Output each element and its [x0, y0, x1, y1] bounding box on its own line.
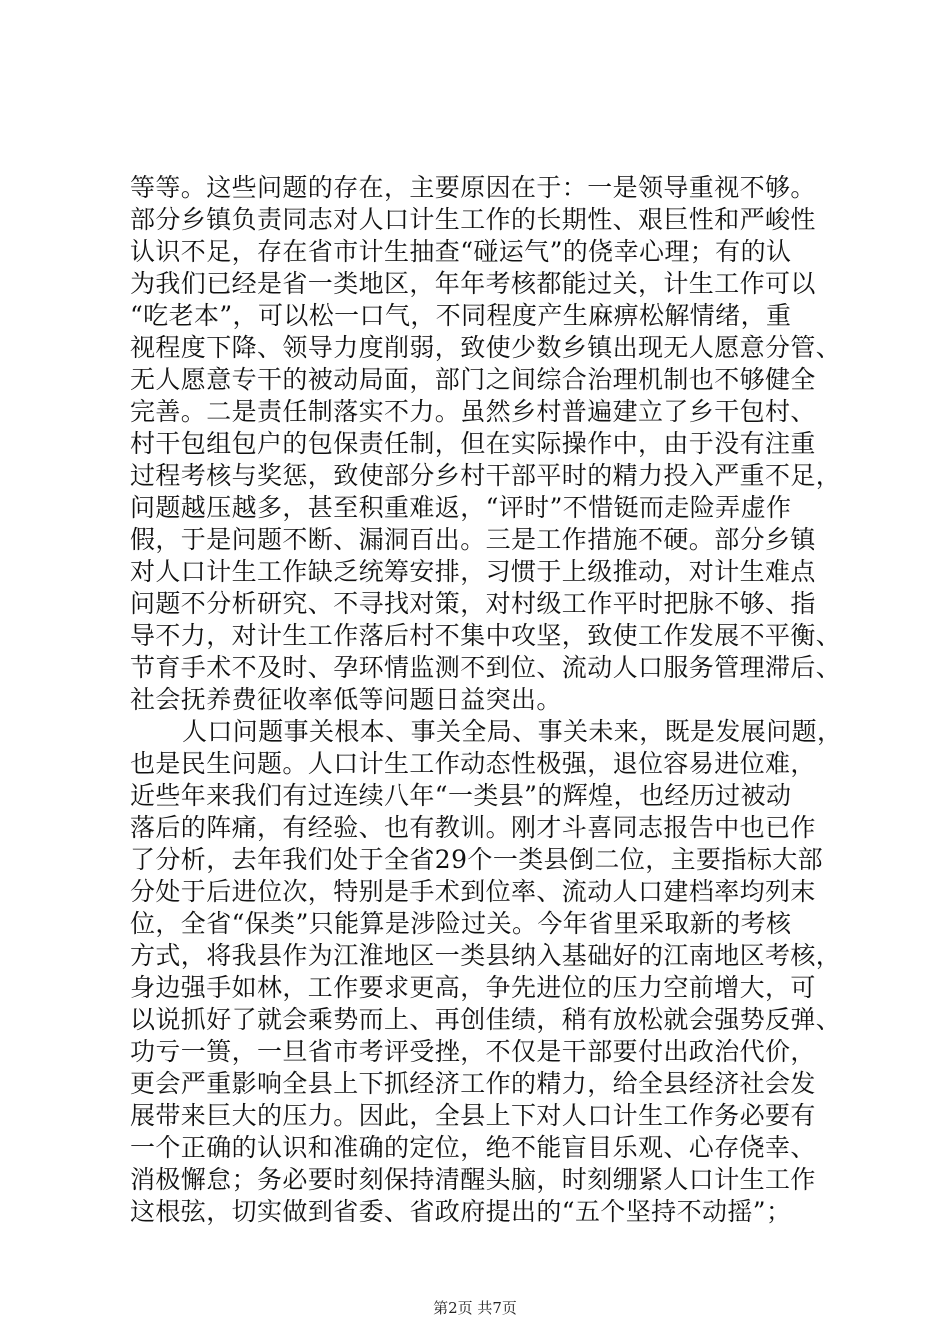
text-line: 问题越压越多，甚至积重难返，“评时”不惜铤而走险弄虚作: [130, 493, 792, 522]
text-line: 无人愿意专干的被动局面，部门之间综合治理机制也不够健全: [130, 365, 816, 394]
text-line: 村干包组包户的包保责任制，但在实际操作中，由于没有注重: [130, 429, 816, 458]
text-line: 部分乡镇负责同志对人口计生工作的长期性、艰巨性和严峻性: [130, 205, 816, 234]
page-number-footer: 第2页 共7页: [433, 1299, 517, 1317]
text-line: 展带来巨大的压力。因此，全县上下对人口计生工作务必要有: [130, 1101, 816, 1130]
text-line: 也是民生问题。人口计生工作动态性极强，退位容易进位难，: [130, 749, 816, 778]
text-line: 分处于后进位次，特别是手术到位率、流动人口建档率均列末: [130, 877, 816, 906]
text-line: 功亏一篑，一旦省市考评受挫，不仅是干部要付出政治代价，: [130, 1037, 816, 1066]
text-line: 完善。二是责任制落实不力。虽然乡村普遍建立了乡干包村、: [130, 397, 816, 426]
text-line: 社会抚养费征收率低等问题日益突出。: [130, 685, 562, 714]
text-line: 消极懈怠；务必要时刻保持清醒头脑，时刻绷紧人口计生工作: [130, 1165, 816, 1194]
text-line: 落后的阵痛，有经验、也有教训。刚才斗喜同志报告中也已作: [130, 813, 816, 842]
text-line: “吃老本”，可以松一口气，不同程度产生麻痹松解情绪，重: [130, 301, 792, 330]
text-line: 节育手术不及时、孕环情监测不到位、流动人口服务管理滞后、: [130, 653, 842, 682]
text-line: 身边强手如林，工作要求更高，争先进位的压力空前增大，可: [130, 973, 816, 1002]
text-line: 这根弦，切实做到省委、省政府提出的“五个坚持不动摇”；: [130, 1197, 792, 1226]
text-line: 一个正确的认识和准确的定位，绝不能盲目乐观、心存侥幸、: [130, 1133, 816, 1162]
text-line: 为我们已经是省一类地区，年年考核都能过关，计生工作可以: [130, 269, 816, 298]
text-line: 方式，将我县作为江淮地区一类县纳入基础好的江南地区考核，: [130, 941, 842, 970]
text-line: 更会严重影响全县上下抓经济工作的精力，给全县经济社会发: [130, 1069, 816, 1098]
paragraph-start-line: 人口问题事关根本、事关全局、事关未来，既是发展问题，: [182, 717, 843, 746]
text-line: 导不力，对计生工作落后村不集中攻坚，致使工作发展不平衡、: [130, 621, 842, 650]
text-line: 过程考核与奖惩，致使部分乡村干部平时的精力投入严重不足，: [130, 461, 842, 490]
text-line: 以说抓好了就会乘势而上、再创佳绩，稍有放松就会强势反弹、: [130, 1005, 842, 1034]
text-line: 等等。这些问题的存在，主要原因在于：一是领导重视不够。: [130, 173, 816, 202]
text-line: 问题不分析研究、不寻找对策，对村级工作平时把脉不够、指: [130, 589, 816, 618]
text-line: 近些年来我们有过连续八年“一类县”的辉煌，也经历过被动: [130, 781, 792, 810]
text-line: 了分析，去年我们处于全省29个一类县倒二位，主要指标大部: [130, 845, 824, 874]
document-body: [130, 172, 843, 1228]
text-line: 对人口计生工作缺乏统筹安排，习惯于上级推动，对计生难点: [130, 557, 816, 586]
text-line: 认识不足，存在省市计生抽查“碰运气”的侥幸心理；有的认: [130, 237, 792, 266]
text-line: 视程度下降、领导力度削弱，致使少数乡镇出现无人愿意分管、: [130, 333, 842, 362]
text-line: 位，全省“保类”只能算是涉险过关。今年省里采取新的考核: [130, 909, 792, 938]
text-line: 假，于是问题不断、漏洞百出。三是工作措施不硬。部分乡镇: [130, 525, 816, 554]
